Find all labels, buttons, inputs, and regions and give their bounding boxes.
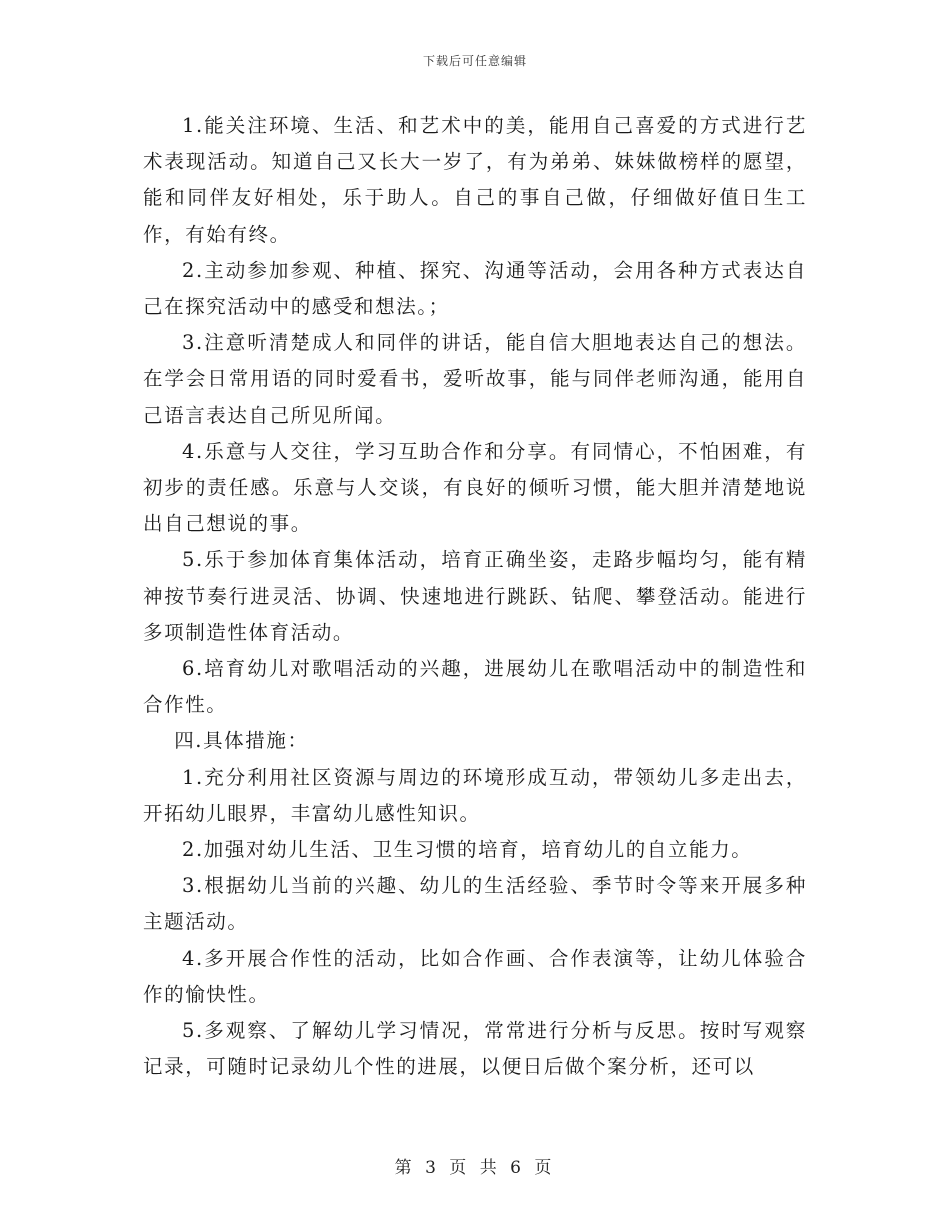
goal-paragraph-2: 2.主动参加参观、种植、探究、沟通等活动，会用各种方式表达自己在探究活动中的感受和想法。；: [143, 258, 807, 319]
goal-paragraph-5: 5.乐于参加体育集体活动，培育正确坐姿，走路步幅均匀，能有精神按节奏行进灵活、协调、快速地进行跳跃、钻爬、攀登活动。能进行多项制造性体育活动。: [143, 548, 807, 644]
goal-paragraph-3: 3.注意听清楚成人和同伴的讲话，能自信大胆地表达自己的想法。在学会日常用语的同时爱看书，爱听故事，能与同伴老师沟通，能用自己语言表达自己所见所闻。: [143, 331, 807, 427]
goal-paragraph-4: 4.乐意与人交往，学习互助合作和分享。有同情心，不怕困难，有初步的责任感。乐意与人交谈，有良好的倾听习惯，能大胆并清楚地说出自己想说的事。: [143, 439, 807, 536]
measure-paragraph-2: 2.加强对幼儿生活、卫生习惯的培育，培育幼儿的自立能力。: [182, 838, 753, 862]
measure-paragraph-3: 3.根据幼儿当前的兴趣、幼儿的生活经验、季节时令等来开展多种主题活动。: [143, 874, 807, 934]
page-header-note: 下载后可任意编辑: [422, 54, 527, 68]
measure-paragraph-5: 5.多观察、了解幼儿学习情况，常常进行分析与反思。按时写观察记录，可随时记录幼儿个性的进展，以便日后做个案分析，还可以: [143, 1019, 807, 1079]
goal-paragraph-6: 6.培育幼儿对歌唱活动的兴趣，进展幼儿在歌唱活动中的制造性和合作性。: [143, 657, 807, 717]
goal-paragraph-1: 1.能关注环境、生活、和艺术中的美，能用自己喜爱的方式进行艺术表现活动。知道自己又长大一岁了，有为弟弟、妹妹做榜样的愿望，能和同伴友好相处，乐于助人。自己的事自己做，仔细做好值日生工作，有始有终。: [143, 114, 807, 246]
section-heading: 四.具体措施：: [174, 729, 309, 753]
document-body: [143, 108, 807, 1085]
measure-paragraph-4: 4.多开展合作性的活动，比如合作画、合作表演等，让幼儿体验合作的愉快性。: [143, 946, 807, 1006]
measure-paragraph-1: 1.充分利用社区资源与周边的环境形成互动，带领幼儿多走出去，开拓幼儿眼界，丰富幼儿感性知识。: [143, 765, 807, 825]
page-number: 第 3 页 共 6 页: [394, 1158, 556, 1178]
